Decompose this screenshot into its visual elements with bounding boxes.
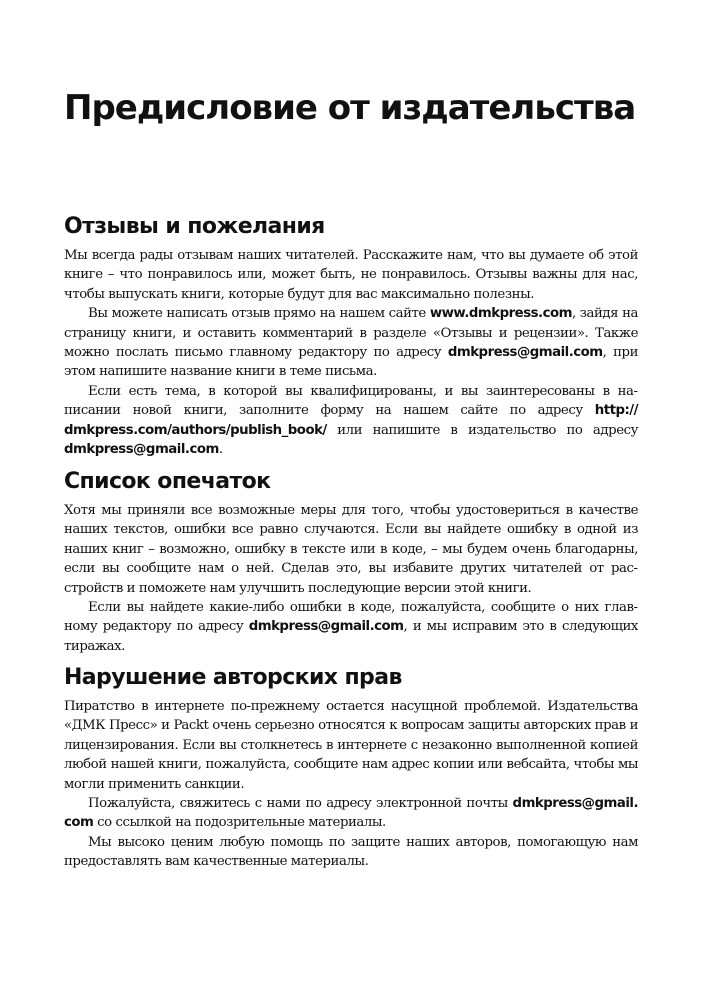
paragraph-text: Мы высоко ценим любую помощь по защите наших авторов, помогающую нам предоставлять вам качественные материалы.	[64, 834, 638, 870]
paragraph-text: , и мы исправим это в следующих тиражах.	[64, 619, 638, 654]
paragraph-text: Если есть тема, в которой вы квалифицированы, и вы заинтересованы в написании новой книги, заполните форму на нашем сайте по адресу	[64, 383, 638, 419]
section-body	[64, 501, 638, 656]
paragraph-text: Пиратство в интернете по-прежнему остается насущной проблемой. Издательства «ДМК Пресс» и Packt очень серьезно относятся к вопросам защиты авторских прав и лицензирования. Если вы столкнетесь в интернете с незаконно выполненной копией любой нашей книги, пожалуйста, сообщите нам адрес копии или вебсайта, чтобы мы могли применить санкции.	[64, 699, 638, 792]
bold-link-text: dmkpress@gmail.com	[447, 345, 603, 361]
paragraph	[64, 697, 638, 794]
paragraph-text: , зайдя на страницу книги, и оставить комментарий в разделе «Отзывы и рецензии». Также можно послать письмо главному редактору по адресу	[64, 306, 638, 361]
paragraph-text: Хотя мы приняли все возможные меры для того, чтобы удостовериться в качестве наших текстов, ошибки все равно случаются. Если вы найдете ошибку в одной из наших книг – возможно, ошибку в тексте или в коде, – мы будем очень благодарны, если вы сообщите нам о ней. Сделав это, вы избавите других читателей от расстройств и поможете нам улучшить последующие версии этой книги.	[64, 503, 638, 596]
paragraph-text: .	[218, 442, 223, 458]
paragraph	[64, 598, 638, 656]
section-heading: Отзывы и пожелания	[64, 214, 325, 239]
bold-link-text: www.dmkpress.com	[429, 306, 572, 322]
paragraph-text: или напишите в издательство по адресу	[326, 422, 638, 438]
section-heading: Нарушение авторских прав	[64, 665, 402, 690]
bold-link-text: http://​dmkpress.com/authors/publish_book/	[64, 403, 638, 438]
paragraph	[64, 246, 638, 304]
paragraph-text: Вы можете написать отзыв прямо на нашем сайте	[88, 306, 430, 322]
paragraph-text: , при этом напишите название книги в теме письма.	[64, 345, 638, 380]
paragraph	[64, 382, 638, 460]
section-reviews	[64, 212, 638, 459]
bold-link-text: dmkpress@gmail.​com	[64, 796, 638, 831]
page-title: Предисловие от издательства	[64, 88, 636, 128]
paragraph-text: Если вы найдете какие-либо ошибки в коде, пожалуйста, сообщите о них главному редактору по адресу	[64, 600, 638, 635]
paragraph	[64, 501, 638, 598]
bold-link-text: dmkpress@gmail.com	[64, 442, 219, 458]
section-errata	[64, 467, 638, 656]
section-copyright	[64, 663, 638, 872]
section-body	[64, 246, 638, 459]
paragraph-text: Мы всегда рады отзывам наших читателей. Расскажите нам, что вы думаете об этой книге – что понравилось или, может быть, не понравилось. Отзывы важны для нас, чтобы выпускать книги, которые будут для вас максимально полезны.	[64, 248, 638, 302]
section-body	[64, 697, 638, 872]
paragraph	[64, 304, 638, 382]
paragraph	[64, 794, 638, 833]
paragraph	[64, 833, 638, 872]
paragraph-text: со ссылкой на подозрительные материалы.	[93, 815, 386, 831]
paragraph-text: Пожалуйста, свяжитесь с нами по адресу электронной почты	[88, 796, 513, 812]
bold-link-text: dmkpress@gmail.com	[248, 619, 404, 635]
section-heading: Список опечаток	[64, 469, 271, 494]
